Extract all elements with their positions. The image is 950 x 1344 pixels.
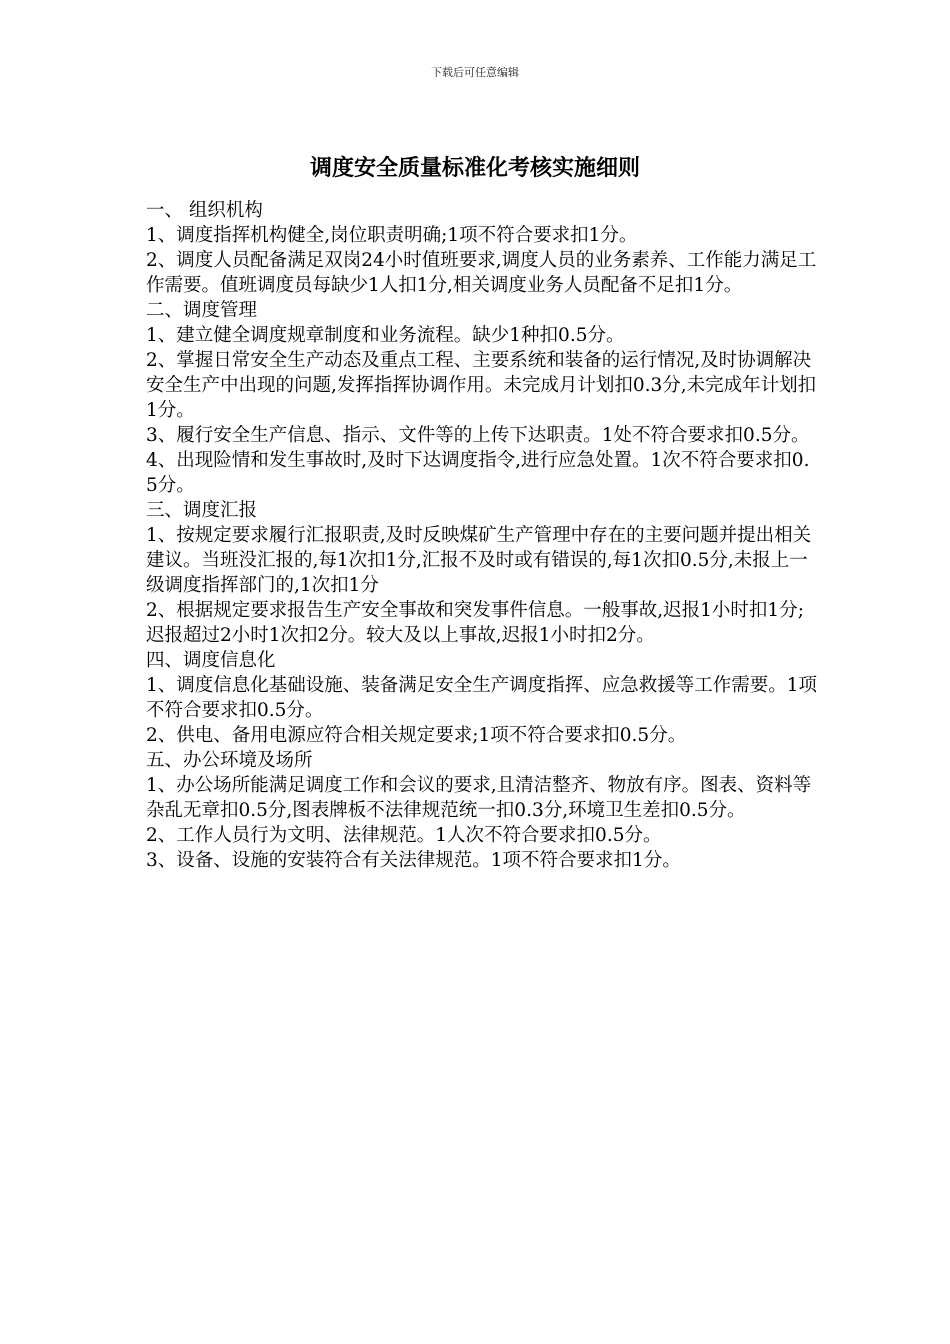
- paragraph: 2、工作人员行为文明、法律规范。1人次不符合要求扣0.5分。: [146, 825, 662, 846]
- paragraph: 3、履行安全生产信息、指示、文件等的上传下达职责。1处不符合要求扣0.5分。: [146, 425, 810, 446]
- paragraph: 1、办公场所能满足调度工作和会议的要求,且清洁整齐、物放有序。图表、资料等杂乱无章扣0.5分,图表牌板不法律规范统一扣0.3分,环境卫生差扣0.5分。: [146, 775, 812, 821]
- paragraph: 4、出现险情和发生事故时,及时下达调度指令,进行应急处置。1次不符合要求扣0.5分。: [146, 450, 810, 496]
- paragraph: 1、按规定要求履行汇报职责,及时反映煤矿生产管理中存在的主要问题并提出相关建议。当班没汇报的,每1次扣1分,汇报不及时或有错误的,每1次扣0.5分,未报上一级调度指挥部门的,1次扣1分: [146, 525, 812, 596]
- paragraph: 1、调度信息化基础设施、装备满足安全生产调度指挥、应急救援等工作需要。1项不符合要求扣0.5分。: [146, 675, 818, 721]
- section-heading-office-environment: 五、办公环境及场所: [146, 750, 313, 771]
- document-title: 调度安全质量标准化考核实施细则: [309, 156, 640, 181]
- page-header-note: 下载后可任意编辑: [431, 66, 519, 79]
- paragraph: 2、供电、备用电源应符合相关规定要求;1项不符合要求扣0.5分。: [146, 725, 687, 746]
- section-heading-organization: 一、 组织机构: [146, 200, 263, 221]
- section-heading-dispatch-reporting: 三、调度汇报: [146, 500, 258, 521]
- paragraph: 1、调度指挥机构健全,岗位职责明确;1项不符合要求扣1分。: [146, 225, 638, 246]
- section-heading-dispatch-management: 二、调度管理: [146, 300, 258, 321]
- document-body: [146, 198, 818, 873]
- paragraph: 2、掌握日常安全生产动态及重点工程、主要系统和装备的运行情况,及时协调解决安全生产中出现的问题,发挥指挥协调作用。未完成月计划扣0.3分,未完成年计划扣1分。: [146, 350, 817, 421]
- paragraph: 2、调度人员配备满足双岗24小时值班要求,调度人员的业务素养、工作能力满足工作需要。值班调度员每缺少1人扣1分,相关调度业务人员配备不足扣1分。: [146, 250, 817, 296]
- section-heading-dispatch-informatization: 四、调度信息化: [146, 650, 276, 671]
- paragraph: 1、建立健全调度规章制度和业务流程。缺少1种扣0.5分。: [146, 325, 625, 346]
- paragraph: 2、根据规定要求报告生产安全事故和突发事件信息。一般事故,迟报1小时扣1分;迟报超过2小时1次扣2分。较大及以上事故,迟报1小时扣2分。: [146, 600, 804, 646]
- paragraph: 3、设备、设施的安装符合有关法律规范。1项不符合要求扣1分。: [146, 850, 681, 871]
